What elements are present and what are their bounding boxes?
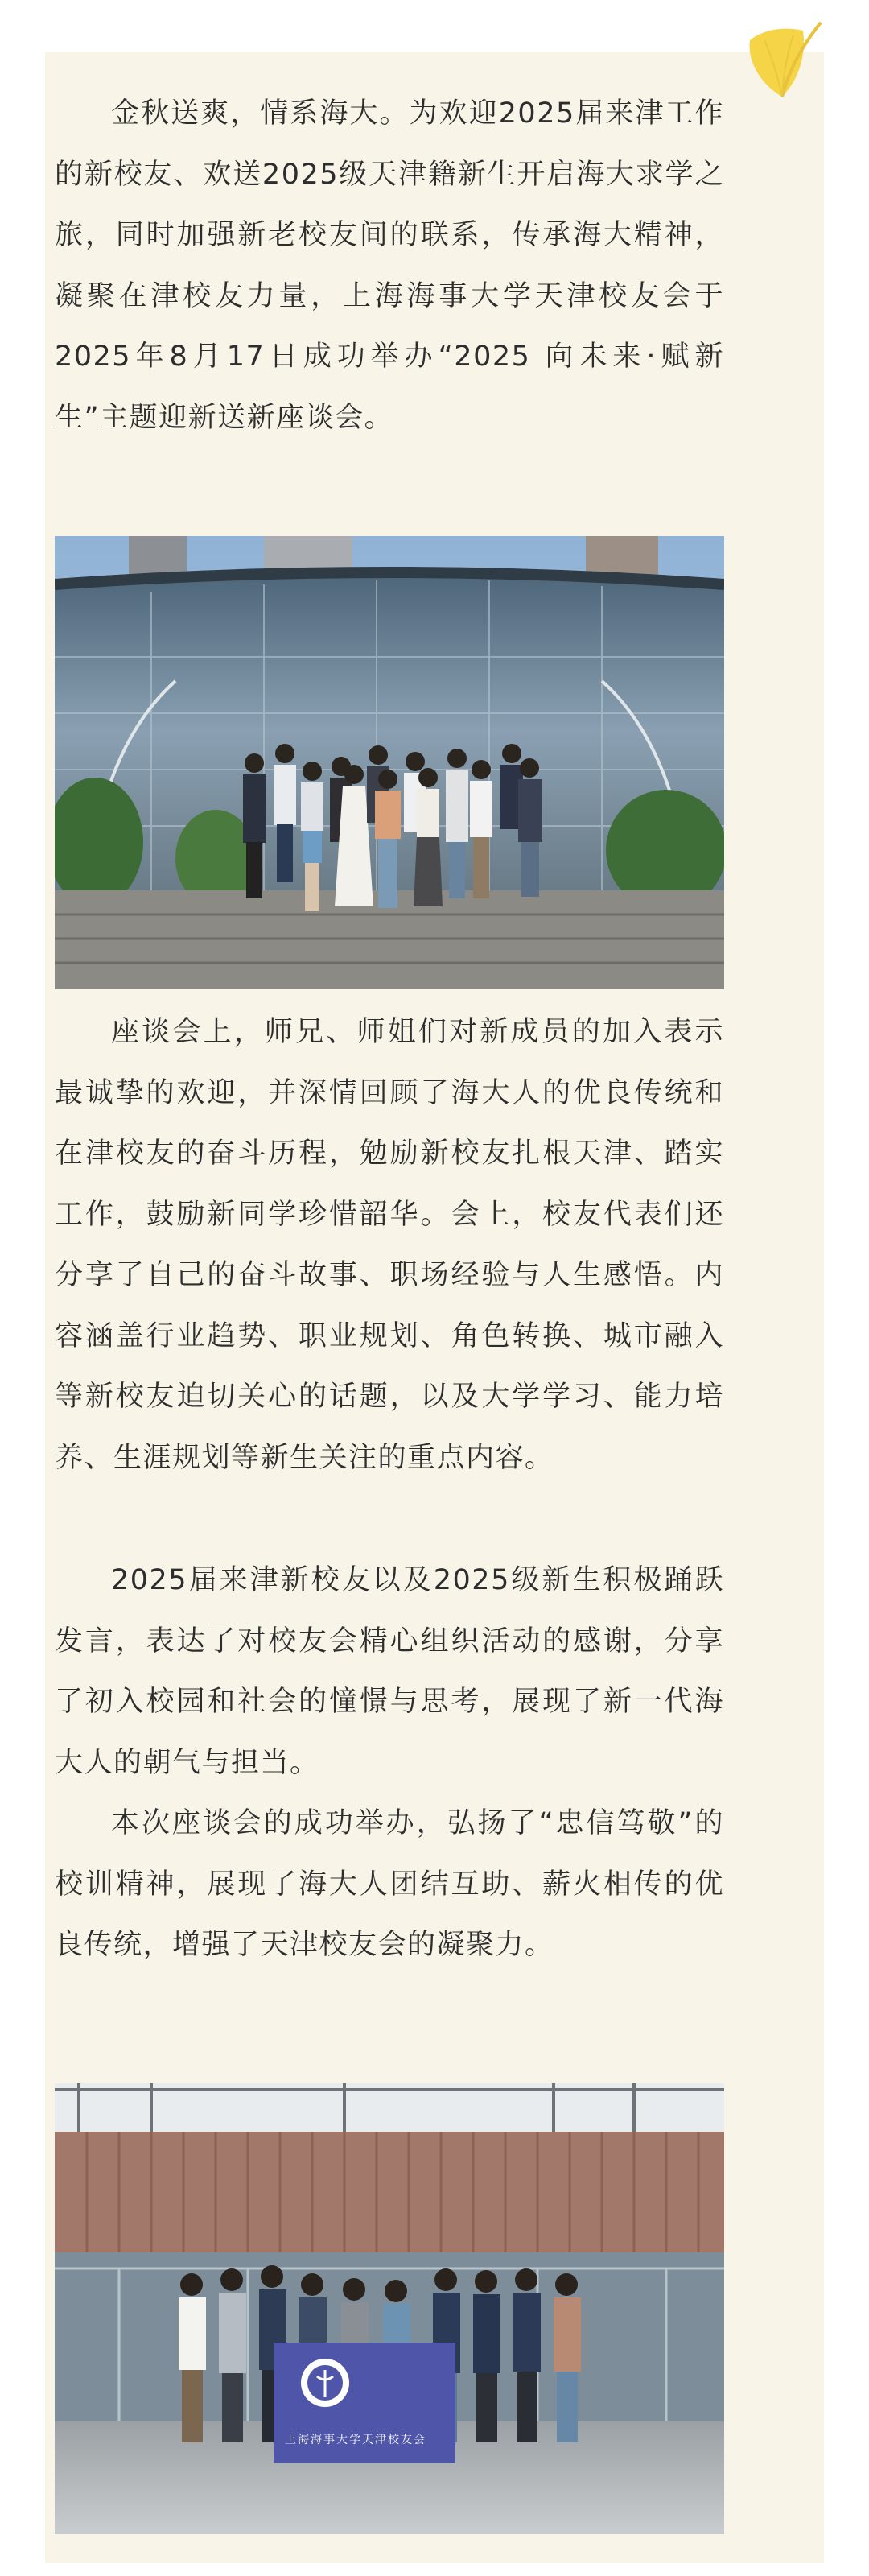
ginkgo-leaf-icon (732, 6, 837, 103)
outdoor-group-photo (55, 536, 724, 989)
discussion-paragraph: 座谈会上，师兄、师姐们对新成员的加入表示最诚挚的欢迎，并深情回顾了海大人的优良传统和在津校友的奋斗历程，勉励新校友扎根天津、踏实工作，鼓励新同学珍惜韶华。会上，校友代表们还分享了自己的奋斗故事、职场经验与人生感悟。内容涵盖行业趋势、职业规划、角色转换、城市融入等新校友迫切关心的话题，以及大学学习、能力培养、生涯规划等新生关注的重点内容。 (55, 1016, 724, 1474)
intro-paragraph: 金秋送爽，情系海大。为欢迎2025届来津工作的新校友、欢送2025级天津籍新生开启海大求学之旅，同时加强新老校友间的联系，传承海大精神，凝聚在津校友力量，上海海事大学天津校友会于2025年8月17日成功举办“2025 向未来·赋新生”主题迎新送新座谈会。 (55, 97, 724, 434)
indoor-group-photo (55, 2083, 724, 2534)
banner-text: 上海海事大学天津校友会 (285, 2434, 426, 2446)
closing-paragraph: 本次座谈会的成功举办，弘扬了“忠信笃敬”的校训精神，展现了海大人团结互助、薪火相传的优良传统，增强了天津校友会的凝聚力。 (55, 1807, 724, 1961)
speech-paragraph: 2025届来津新校友以及2025级新生积极踊跃发言，表达了对校友会精心组织活动的感谢，分享了初入校园和社会的憧憬与思考，展现了新一代海大人的朝气与担当。 (55, 1564, 724, 1779)
